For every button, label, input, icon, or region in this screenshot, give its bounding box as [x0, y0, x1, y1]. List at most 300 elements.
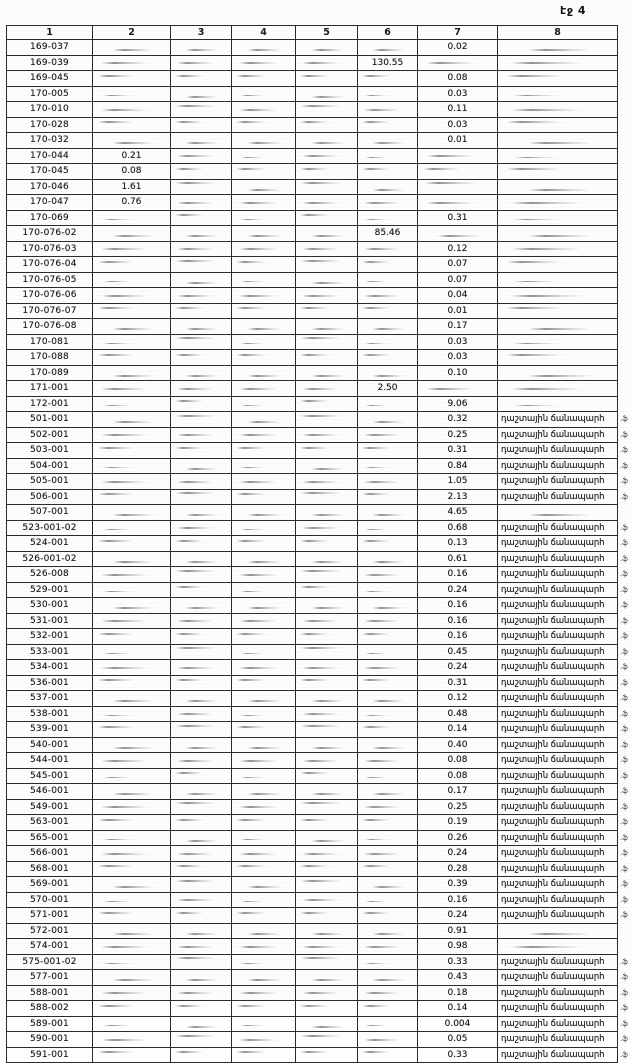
parcel-code-cell: 170-076-05 — [7, 272, 93, 288]
value-cell-col6 — [358, 148, 418, 164]
value-cell-col3 — [171, 474, 232, 490]
value-cell-col3 — [171, 1001, 232, 1017]
value-cell-col6 — [358, 598, 418, 614]
table-row — [7, 1001, 632, 1017]
value-cell-col7: 0.03 — [418, 334, 498, 350]
parcel-code-cell: 529-001 — [7, 582, 93, 598]
table-row — [7, 892, 632, 908]
value-cell-col2 — [93, 505, 171, 521]
value-cell-col5 — [296, 567, 358, 583]
table-row — [7, 691, 632, 707]
land-use-cell — [498, 923, 618, 939]
parcel-code-cell: 170-044 — [7, 148, 93, 164]
table-row — [7, 598, 632, 614]
value-cell-col3 — [171, 768, 232, 784]
value-cell-col6 — [358, 1016, 418, 1032]
edge-mark — [618, 179, 632, 195]
parcel-code-cell: 533-001 — [7, 644, 93, 660]
land-use-cell: դաշտային ճանապարհ — [498, 861, 618, 877]
edge-mark — [618, 381, 632, 397]
value-cell-col4 — [232, 846, 296, 862]
value-cell-col4 — [232, 179, 296, 195]
value-cell-col6 — [358, 551, 418, 567]
edge-mark — [618, 257, 632, 273]
value-cell-col4 — [232, 830, 296, 846]
value-cell-col2 — [93, 970, 171, 986]
value-cell-col4 — [232, 877, 296, 893]
value-cell-col7: 0.07 — [418, 272, 498, 288]
value-cell-col6 — [358, 102, 418, 118]
value-cell-col6 — [358, 365, 418, 381]
value-cell-col2 — [93, 350, 171, 366]
table-row — [7, 846, 632, 862]
value-cell-col3 — [171, 396, 232, 412]
edge-mark: .ֆ — [620, 539, 628, 548]
parcel-code-cell: 171-001 — [7, 381, 93, 397]
value-cell-col4 — [232, 768, 296, 784]
table-row — [7, 567, 632, 583]
column-header-2: 2 — [93, 26, 171, 40]
parcel-code-cell: 526-001-02 — [7, 551, 93, 567]
edge-mark: .ֆ — [620, 585, 628, 594]
edge-mark — [618, 117, 632, 133]
value-cell-col4 — [232, 164, 296, 180]
value-cell-col3 — [171, 86, 232, 102]
value-cell-col7: 0.84 — [418, 458, 498, 474]
value-cell-col4 — [232, 102, 296, 118]
parcel-code-cell: 570-001 — [7, 892, 93, 908]
value-cell-col4 — [232, 954, 296, 970]
value-cell-col6 — [358, 71, 418, 87]
value-cell-col2 — [93, 567, 171, 583]
value-cell-col3 — [171, 830, 232, 846]
value-cell-col5 — [296, 675, 358, 691]
table-row — [7, 474, 632, 490]
value-cell-col4 — [232, 536, 296, 552]
value-cell-col3 — [171, 179, 232, 195]
land-use-cell — [498, 71, 618, 87]
value-cell-col2 — [93, 381, 171, 397]
value-cell-col2 — [93, 458, 171, 474]
land-use-cell — [498, 241, 618, 257]
edge-mark — [618, 319, 632, 335]
parcel-code-cell: 532-001 — [7, 629, 93, 645]
edge-mark — [618, 86, 632, 102]
value-cell-col2 — [93, 117, 171, 133]
table-row — [7, 55, 632, 71]
value-cell-col4 — [232, 520, 296, 536]
land-use-cell: դաշտային ճանապարհ — [498, 970, 618, 986]
value-cell-col7: 0.07 — [418, 257, 498, 273]
value-cell-col4 — [232, 1047, 296, 1063]
value-cell-col6 — [358, 985, 418, 1001]
value-cell-col4 — [232, 303, 296, 319]
value-cell-col7: 0.25 — [418, 799, 498, 815]
value-cell-col6 — [358, 164, 418, 180]
edge-mark: .ֆ — [620, 911, 628, 920]
value-cell-col2 — [93, 954, 171, 970]
parcel-code-cell: 539-001 — [7, 722, 93, 738]
parcel-code-cell: 588-002 — [7, 1001, 93, 1017]
value-cell-col6 — [358, 536, 418, 552]
value-cell-col7: 0.10 — [418, 365, 498, 381]
value-cell-col4 — [232, 257, 296, 273]
land-use-cell: դաշտային ճանապարհ — [498, 954, 618, 970]
value-cell-col4 — [232, 443, 296, 459]
value-cell-col5 — [296, 458, 358, 474]
value-cell-col5 — [296, 334, 358, 350]
value-cell-col6 — [358, 830, 418, 846]
value-cell-col2: 1.61 — [93, 179, 171, 195]
value-cell-col2 — [93, 520, 171, 536]
value-cell-col5 — [296, 598, 358, 614]
value-cell-col5 — [296, 55, 358, 71]
value-cell-col4 — [232, 644, 296, 660]
value-cell-col7: 0.03 — [418, 86, 498, 102]
value-cell-col4 — [232, 1032, 296, 1048]
edge-mark: .ֆ — [620, 802, 628, 811]
edge-mark — [618, 241, 632, 257]
table-row — [7, 784, 632, 800]
value-cell-col3 — [171, 598, 232, 614]
value-cell-col4 — [232, 226, 296, 242]
value-cell-col7: 0.28 — [418, 861, 498, 877]
value-cell-col3 — [171, 195, 232, 211]
value-cell-col5 — [296, 148, 358, 164]
edge-mark: .ֆ — [620, 632, 628, 641]
land-use-cell — [498, 334, 618, 350]
value-cell-col7 — [418, 226, 498, 242]
land-use-cell: դաշտային ճանապարհ — [498, 706, 618, 722]
value-cell-col7: 0.03 — [418, 350, 498, 366]
value-cell-col7: 0.24 — [418, 908, 498, 924]
value-cell-col5 — [296, 195, 358, 211]
value-cell-col2 — [93, 985, 171, 1001]
edge-mark: .ֆ — [620, 709, 628, 718]
value-cell-col3 — [171, 489, 232, 505]
value-cell-col5 — [296, 985, 358, 1001]
edge-mark — [618, 40, 632, 56]
parcel-code-cell: 524-001 — [7, 536, 93, 552]
edge-mark: .ֆ — [620, 818, 628, 827]
value-cell-col3 — [171, 272, 232, 288]
value-cell-col5 — [296, 582, 358, 598]
edge-mark — [618, 55, 632, 71]
land-use-cell — [498, 40, 618, 56]
value-cell-col2 — [93, 799, 171, 815]
value-cell-col3 — [171, 846, 232, 862]
value-cell-col2 — [93, 706, 171, 722]
value-cell-col5 — [296, 722, 358, 738]
value-cell-col3 — [171, 722, 232, 738]
value-cell-col6 — [358, 567, 418, 583]
value-cell-col4 — [232, 722, 296, 738]
land-use-cell — [498, 939, 618, 955]
edge-mark: .ֆ — [620, 492, 628, 501]
table-row — [7, 303, 632, 319]
edge-mark — [618, 334, 632, 350]
value-cell-col7: 0.16 — [418, 613, 498, 629]
value-cell-col3 — [171, 458, 232, 474]
value-cell-col3 — [171, 319, 232, 335]
table-row — [7, 71, 632, 87]
value-cell-col3 — [171, 1047, 232, 1063]
table-row — [7, 210, 632, 226]
value-cell-col7: 0.17 — [418, 319, 498, 335]
value-cell-col2 — [93, 877, 171, 893]
parcel-code-cell: 531-001 — [7, 613, 93, 629]
value-cell-col4 — [232, 908, 296, 924]
value-cell-col3 — [171, 954, 232, 970]
value-cell-col5 — [296, 427, 358, 443]
value-cell-col6 — [358, 892, 418, 908]
value-cell-col7: 0.24 — [418, 582, 498, 598]
table-row — [7, 675, 632, 691]
value-cell-col3 — [171, 520, 232, 536]
edge-mark: .ֆ — [620, 880, 628, 889]
land-use-cell — [498, 86, 618, 102]
value-cell-col5 — [296, 257, 358, 273]
value-cell-col4 — [232, 1001, 296, 1017]
value-cell-col7: 0.12 — [418, 241, 498, 257]
column-header-7: 7 — [418, 26, 498, 40]
table-row — [7, 908, 632, 924]
value-cell-col6 — [358, 1032, 418, 1048]
value-cell-col3 — [171, 737, 232, 753]
value-cell-col4 — [232, 427, 296, 443]
parcel-code-cell: 169-039 — [7, 55, 93, 71]
table-row — [7, 164, 632, 180]
edge-mark — [618, 923, 632, 939]
value-cell-col3 — [171, 644, 232, 660]
value-cell-col7: 0.33 — [418, 954, 498, 970]
table-row — [7, 970, 632, 986]
value-cell-col5 — [296, 1001, 358, 1017]
parcel-code-cell: 172-001 — [7, 396, 93, 412]
value-cell-col6 — [358, 1047, 418, 1063]
value-cell-col2 — [93, 753, 171, 769]
value-cell-col3 — [171, 706, 232, 722]
value-cell-col6 — [358, 1001, 418, 1017]
parcel-code-cell: 565-001 — [7, 830, 93, 846]
value-cell-col5 — [296, 505, 358, 521]
table-row — [7, 877, 632, 893]
land-use-cell: դաշտային ճանապարհ — [498, 815, 618, 831]
value-cell-col7: 0.08 — [418, 71, 498, 87]
value-cell-col6 — [358, 288, 418, 304]
table-row — [7, 443, 632, 459]
value-cell-col4 — [232, 706, 296, 722]
land-use-cell — [498, 148, 618, 164]
value-cell-col6: 85.46 — [358, 226, 418, 242]
value-cell-col2 — [93, 768, 171, 784]
value-cell-col5 — [296, 939, 358, 955]
parcel-code-cell: 575-001-02 — [7, 954, 93, 970]
value-cell-col4 — [232, 474, 296, 490]
value-cell-col2 — [93, 40, 171, 56]
value-cell-col7: 0.31 — [418, 443, 498, 459]
edge-mark — [618, 288, 632, 304]
value-cell-col5 — [296, 288, 358, 304]
table-row — [7, 768, 632, 784]
table-row — [7, 954, 632, 970]
value-cell-col6 — [358, 257, 418, 273]
table-row — [7, 257, 632, 273]
value-cell-col7: 0.08 — [418, 768, 498, 784]
parcel-code-cell: 526-008 — [7, 567, 93, 583]
parcel-code-cell: 546-001 — [7, 784, 93, 800]
value-cell-col4 — [232, 551, 296, 567]
edge-mark: .ֆ — [620, 787, 628, 796]
table-row — [7, 629, 632, 645]
parcel-code-cell: 501-001 — [7, 412, 93, 428]
value-cell-col5 — [296, 412, 358, 428]
value-cell-col5 — [296, 102, 358, 118]
value-cell-col3 — [171, 505, 232, 521]
value-cell-col2 — [93, 1016, 171, 1032]
value-cell-col3 — [171, 210, 232, 226]
land-use-cell: դաշտային ճանապարհ — [498, 536, 618, 552]
table-row — [7, 40, 632, 56]
value-cell-col3 — [171, 303, 232, 319]
parcel-code-cell: 537-001 — [7, 691, 93, 707]
value-cell-col2 — [93, 644, 171, 660]
value-cell-col4 — [232, 148, 296, 164]
value-cell-col4 — [232, 939, 296, 955]
value-cell-col3 — [171, 40, 232, 56]
value-cell-col2: 0.08 — [93, 164, 171, 180]
land-use-cell: դաշտային ճանապարհ — [498, 520, 618, 536]
value-cell-col6 — [358, 396, 418, 412]
edge-mark: .ֆ — [620, 973, 628, 982]
value-cell-col4 — [232, 133, 296, 149]
value-cell-col7: 0.19 — [418, 815, 498, 831]
value-cell-col7: 0.16 — [418, 598, 498, 614]
edge-mark: .ֆ — [620, 756, 628, 765]
value-cell-col6 — [358, 303, 418, 319]
land-parcel-table — [6, 25, 632, 1063]
value-cell-col5 — [296, 241, 358, 257]
value-cell-col2 — [93, 55, 171, 71]
edge-mark — [618, 350, 632, 366]
land-use-cell — [498, 117, 618, 133]
value-cell-col4 — [232, 365, 296, 381]
land-use-cell — [498, 164, 618, 180]
value-cell-col6 — [358, 179, 418, 195]
land-use-cell: դաշտային ճանապարհ — [498, 691, 618, 707]
value-cell-col2 — [93, 102, 171, 118]
column-header-1: 1 — [7, 26, 93, 40]
value-cell-col7: 0.33 — [418, 1047, 498, 1063]
value-cell-col4 — [232, 117, 296, 133]
value-cell-col2 — [93, 489, 171, 505]
parcel-code-cell: 170-005 — [7, 86, 93, 102]
table-row — [7, 985, 632, 1001]
value-cell-col3 — [171, 551, 232, 567]
value-cell-col3 — [171, 567, 232, 583]
value-cell-col4 — [232, 737, 296, 753]
edge-mark — [618, 210, 632, 226]
value-cell-col4 — [232, 629, 296, 645]
land-use-cell — [498, 55, 618, 71]
parcel-code-cell: 538-001 — [7, 706, 93, 722]
value-cell-col6 — [358, 241, 418, 257]
value-cell-col5 — [296, 784, 358, 800]
value-cell-col6 — [358, 458, 418, 474]
edge-mark: .ֆ — [620, 446, 628, 455]
value-cell-col3 — [171, 1032, 232, 1048]
land-use-cell: դաշտային ճանապարհ — [498, 846, 618, 862]
value-cell-col5 — [296, 365, 358, 381]
value-cell-col5 — [296, 846, 358, 862]
value-cell-col6 — [358, 923, 418, 939]
value-cell-col5 — [296, 133, 358, 149]
edge-mark: .ֆ — [620, 849, 628, 858]
table-row — [7, 613, 632, 629]
value-cell-col2 — [93, 427, 171, 443]
parcel-code-cell: 505-001 — [7, 474, 93, 490]
land-use-cell: դաշտային ճանապարհ — [498, 799, 618, 815]
edge-mark — [618, 195, 632, 211]
value-cell-col3 — [171, 102, 232, 118]
page-number-label: էջ 4 — [560, 4, 586, 17]
table-row — [7, 660, 632, 676]
value-cell-col2: 0.76 — [93, 195, 171, 211]
value-cell-col3 — [171, 753, 232, 769]
value-cell-col5 — [296, 815, 358, 831]
value-cell-col6 — [358, 117, 418, 133]
land-use-cell — [498, 102, 618, 118]
value-cell-col5 — [296, 319, 358, 335]
table-row — [7, 939, 632, 955]
column-header-4: 4 — [232, 26, 296, 40]
value-cell-col5 — [296, 71, 358, 87]
value-cell-col7: 0.45 — [418, 644, 498, 660]
value-cell-col7: 0.98 — [418, 939, 498, 955]
value-cell-col3 — [171, 164, 232, 180]
table-row — [7, 815, 632, 831]
land-use-cell — [498, 350, 618, 366]
value-cell-col2 — [93, 1001, 171, 1017]
parcel-code-cell: 504-001 — [7, 458, 93, 474]
value-cell-col7 — [418, 381, 498, 397]
land-use-cell: դաշտային ճանապարհ — [498, 1001, 618, 1017]
value-cell-col7: 0.18 — [418, 985, 498, 1001]
table-body — [7, 40, 632, 1063]
edge-mark — [618, 939, 632, 955]
edge-mark: .ֆ — [620, 957, 628, 966]
value-cell-col3 — [171, 582, 232, 598]
value-cell-col6 — [358, 939, 418, 955]
parcel-code-cell: 169-045 — [7, 71, 93, 87]
value-cell-col7: 0.13 — [418, 536, 498, 552]
value-cell-col7: 9.06 — [418, 396, 498, 412]
value-cell-col6 — [358, 319, 418, 335]
parcel-code-cell: 549-001 — [7, 799, 93, 815]
parcel-code-cell: 170-047 — [7, 195, 93, 211]
parcel-code-cell: 589-001 — [7, 1016, 93, 1032]
edge-mark: .ֆ — [620, 430, 628, 439]
value-cell-col4 — [232, 458, 296, 474]
parcel-code-cell: 170-089 — [7, 365, 93, 381]
value-cell-col3 — [171, 381, 232, 397]
value-cell-col7: 2.13 — [418, 489, 498, 505]
table-row — [7, 458, 632, 474]
parcel-code-cell: 544-001 — [7, 753, 93, 769]
edge-mark — [618, 365, 632, 381]
value-cell-col2 — [93, 536, 171, 552]
land-use-cell — [498, 210, 618, 226]
